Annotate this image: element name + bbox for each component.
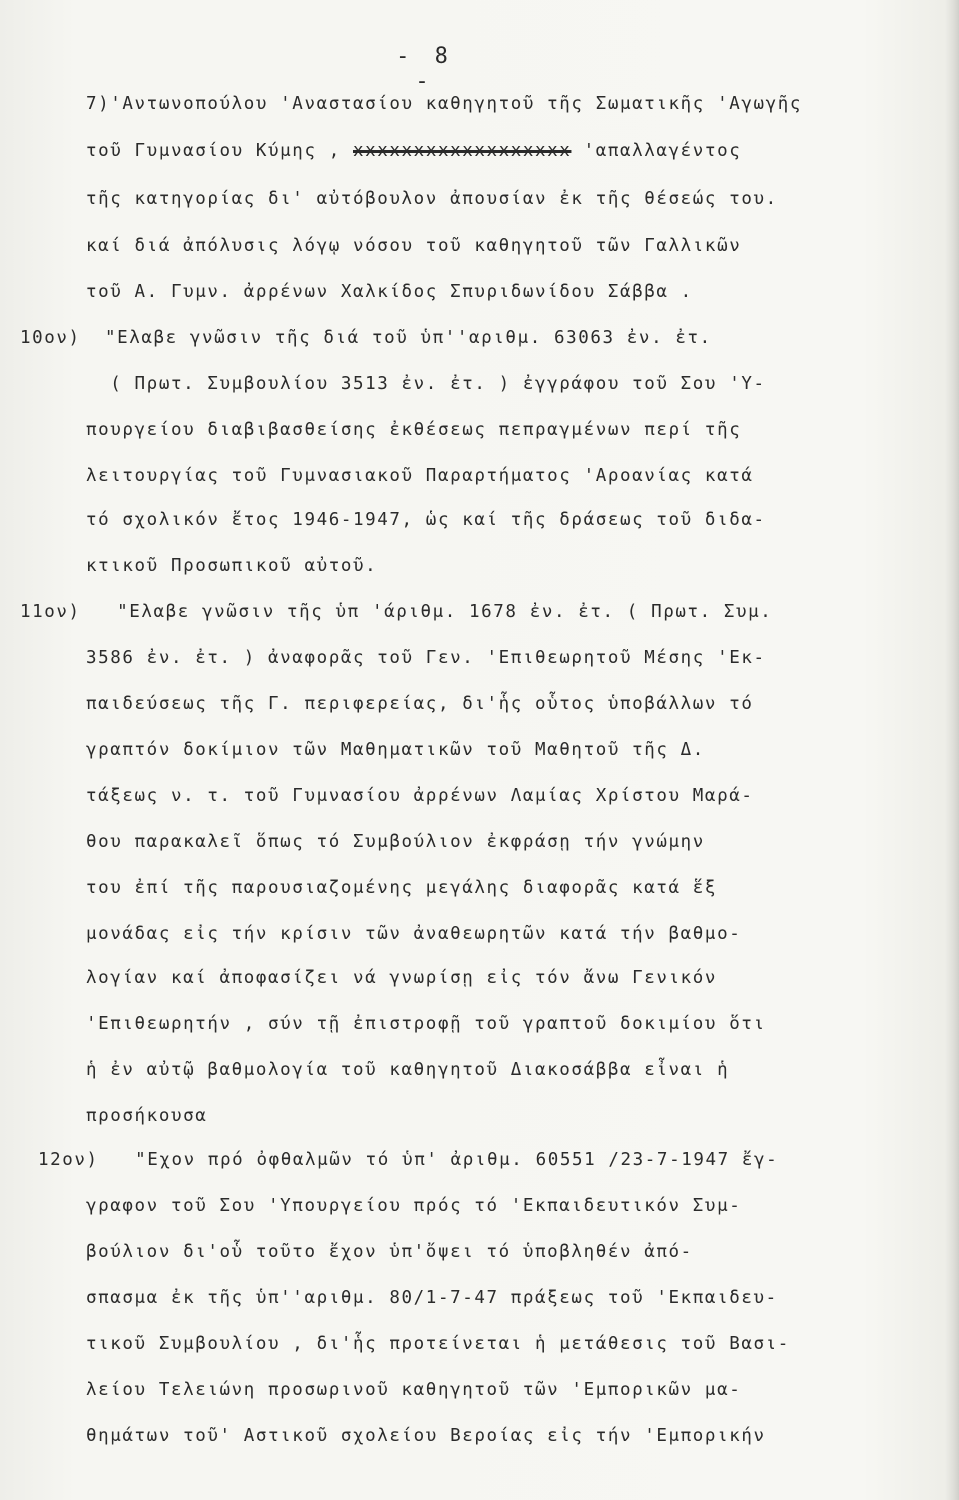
text-line: καί διά ἀπόλυσις λόγῳ νόσου τοῦ καθηγητοῦ τῶν Γαλλικῶν [86,236,742,256]
text-line: παιδεύσεως τῆς Γ. περιφερείας, δι'ἧς οὗτος ὑποβάλλων τό [86,694,754,714]
text-line: ἡ ἐν αὐτῷ βαθμολογία τοῦ καθηγητοῦ Διακοσάββα εἶναι ἡ [86,1060,730,1080]
text-line: 3586 ἐν. ἐτ. ) ἀναφορᾶς τοῦ Γεν. 'Επιθεωρητοῦ Μέσης 'Εκ- [86,648,766,668]
page-number: - 8 - [396,44,454,94]
text-line: τῆς κατηγορίας δι' αὐτόβουλον ἀπουσίαν ἐκ τῆς θέσεώς του. [86,189,778,209]
text-line: τάξεως ν. τ. τοῦ Γυμνασίου ἀρρένων Λαμίας Χρίστου Μαρά- [86,786,754,806]
text-line: τοῦ Α. Γυμν. ἀρρένων Χαλκίδος Σπυριδωνίδου Σάββα . [86,282,693,302]
text-line: βούλιον δι'οὗ τοῦτο ἔχον ὑπ'ὄψει τό ὑποβληθέν ἀπό- [86,1242,693,1262]
text-line: μονάδας εἰς τήν κρίσιν τῶν ἀναθεωρητῶν κατά τήν βαθμο- [86,924,742,944]
text-line: θημάτων τοῦ' Αστικοῦ σχολείου Βεροίας εἰς τήν 'Εμπορικήν [86,1426,766,1446]
text-line-start: τοῦ Γυμνασίου Κύμης , [86,141,353,161]
text-line: σπασμα ἐκ τῆς ὑπ''αριθμ. 80/1-7-47 πράξεως τοῦ 'Εκπαιδευ- [86,1288,778,1308]
text-line: λειτουργίας τοῦ Γυμνασιακοῦ Παραρτήματος 'Αροανίας κατά [86,466,754,486]
text-line: 7)'Αντωνοπούλου 'Αναστασίου καθηγητοῦ τῆς Σωματικῆς 'Αγωγῆς [86,94,803,114]
text-line: ( Πρωτ. Συμβουλίου 3513 ἐν. ἐτ. ) ἐγγράφου τοῦ Σου 'Υ- [86,374,766,394]
text-line: του ἐπί τῆς παρουσιαζομένης μεγάλης διαφορᾶς κατά ἕξ [86,878,718,898]
text-line: τό σχολικόν ἔτος 1946-1947, ὡς καί τῆς δράσεως τοῦ διδα- [86,510,766,530]
text-line: γραφον τοῦ Σου 'Υπουργείου πρός τό 'Εκπαιδευτικόν Συμ- [86,1196,742,1216]
page-edge-shadow [945,0,959,1500]
text-line: λείου Τελειώνη προσωρινοῦ καθηγητοῦ τῶν 'Εμπορικῶν μα- [86,1380,742,1400]
text-line [86,141,916,161]
struck-out-text: xxxxxxxxxxxxxxxxxx [353,141,572,161]
section-10-heading: 10ον) "Ελαβε γνῶσιν τῆς διά τοῦ ὑπ''αριθμ. 63063 ἐν. ἐτ. [20,328,712,348]
text-line-end: 'απαλλαγέντος [571,141,742,161]
section-12-heading: 12ον) "Εχον πρό ὀφθαλμῶν τό ὑπ' ἀριθμ. 60551 /23-7-1947 ἔγ- [38,1150,779,1170]
text-line: γραπτόν δοκίμιον τῶν Μαθηματικῶν τοῦ Μαθητοῦ τῆς Δ. [86,740,705,760]
text-line: θου παρακαλεῖ ὅπως τό Συμβούλιον ἐκφράσῃ τήν γνώμην [86,832,705,852]
text-line: λογίαν καί ἀποφασίζει νά γνωρίσῃ εἰς τόν ἄνω Γενικόν [86,968,718,988]
text-line: πουργείου διαβιβασθείσης ἐκθέσεως πεπραγμένων περί τῆς [86,420,742,440]
text-line: 'Επιθεωρητήν , σύν τῇ ἐπιστροφῇ τοῦ γραπτοῦ δοκιμίου ὅτι [86,1014,766,1034]
section-11-heading: 11ον) "Ελαβε γνῶσιν τῆς ὑπ 'άριθμ. 1678 ἐν. ἐτ. ( Πρωτ. Συμ. [20,602,773,622]
text-line: προσήκουσα [86,1106,208,1126]
text-line: κτικοῦ Προσωπικοῦ αὐτοῦ. [86,556,378,576]
text-line: τικοῦ Συμβουλίου , δι'ἧς προτείνεται ἡ μετάθεσις τοῦ Βασι- [86,1334,790,1354]
